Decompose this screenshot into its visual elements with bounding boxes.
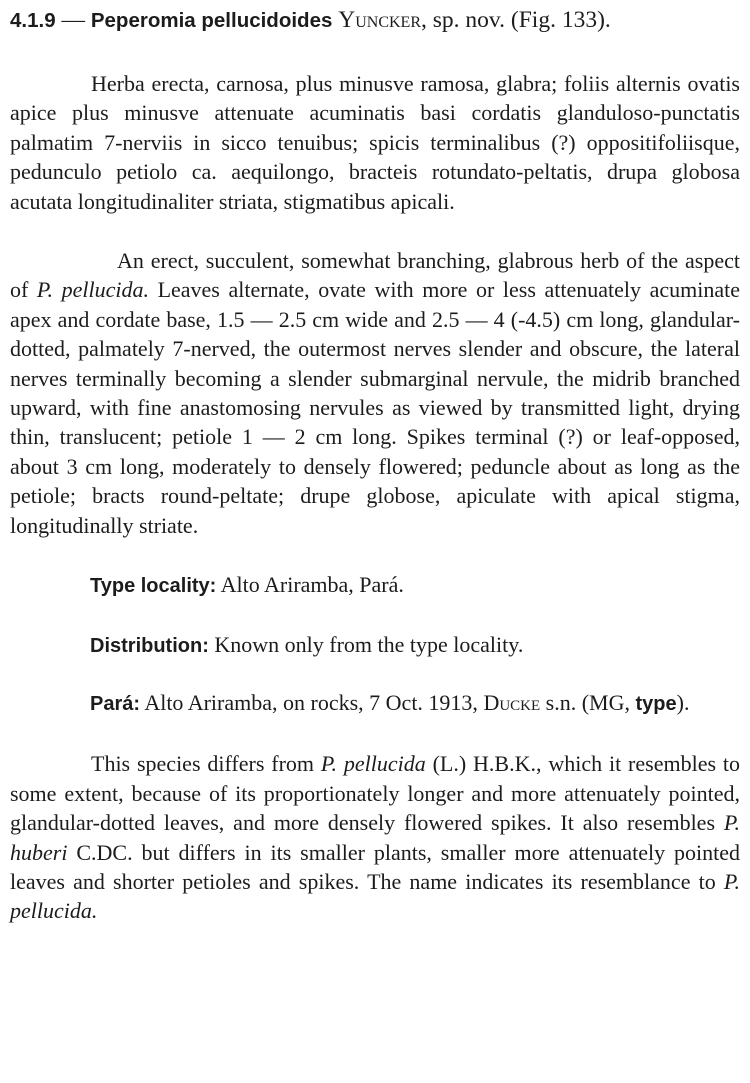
discussion-text-1: This species differs from <box>91 751 321 777</box>
species-heading <box>10 6 740 35</box>
specimen-text: Alto Ariramba, on rocks, 7 Oct. 1913, <box>140 689 484 715</box>
specimen-close: ). <box>676 689 690 715</box>
type-locality-value: Alto Ariramba, Pará. <box>216 572 404 598</box>
section-number: 4.1.9 <box>10 9 56 32</box>
distribution-value: Known only from the type locality. <box>208 631 524 657</box>
species-author: Yuncker, <box>338 7 427 33</box>
discussion-paragraph <box>10 749 740 925</box>
discussion-ref-3: P. pellucida. <box>10 868 740 924</box>
distribution <box>10 630 740 661</box>
specimen-citation <box>10 688 740 719</box>
english-description <box>10 246 740 540</box>
heading-dash: — <box>55 7 91 33</box>
english-description-ref: P. pellucida. <box>36 277 149 303</box>
type-locality-label: Type locality: <box>90 575 217 598</box>
specimen-collector: Ducke <box>483 689 541 715</box>
document-page <box>10 6 740 926</box>
species-name: Peperomia pellucidoides <box>90 9 333 32</box>
latin-description: Herba erecta, carnosa, plus minusve ramosa, glabra; foliis alternis ovatis apice plus minusve attenuate acuminatis basi cordatis glanduloso-punctatis palmatim 7-nerviis in sicco tenuibus; spicis terminalibus (?) oppositifoliisque, pedunculo petiolo ca. aequilongo, bracteis rotundato-peltatis, drupa globosa acutata longitudinaliter striata, stigmatibus apicali. <box>10 71 740 214</box>
discussion-text-2: (L.) H.B.K., which it resembles to some extent, because of its proportionately longer and more attenuately pointed, glandular-dotted leaves, and more densely flowered spikes. It also resembles <box>10 751 741 836</box>
discussion-ref-2: P. huberi <box>10 810 740 865</box>
species-status: sp. nov. <box>426 7 506 33</box>
specimen-region-label: Pará: <box>90 692 141 715</box>
specimen-type-label: type <box>635 692 677 715</box>
type-locality <box>10 570 740 601</box>
discussion-text-3: C.DC. but differs in its smaller plants, smaller more attenuately pointed leaves and shorter petioles and spikes. The name indicates its resemblance to <box>10 839 740 894</box>
english-description-part1: An erect, succulent, somewhat branching, glabrous herb of the aspect of <box>10 248 740 303</box>
distribution-label: Distribution: <box>90 634 209 657</box>
specimen-number: s.n. (MG, <box>540 689 636 715</box>
figure-reference: (Fig. 133). <box>510 7 611 33</box>
discussion-ref-1: P. pellucida <box>320 751 426 777</box>
english-description-part2: Leaves alternate, ovate with more or less attenuately acuminate apex and cordate base, 1.5 — 2.5 cm wide and 2.5 — 4 (-4.5) cm long, glandular-dotted, palmately 7-nerved, the outermost nerves slender and obscure, the lateral nerves terminally becoming a slender submarginal nervule, the midrib branched upward, with fine anastomosing nervules as viewed by transmitted light, drying thin, translucent; petiole 1 — 2 cm long. Spikes terminal (?) or leaf-opposed, about 3 cm long, moderately to densely flowered; peduncle about as long as the petiole; bracts round-peltate; drupe globose, apiculate with apical stigma, longitudinally striate. <box>10 277 741 538</box>
